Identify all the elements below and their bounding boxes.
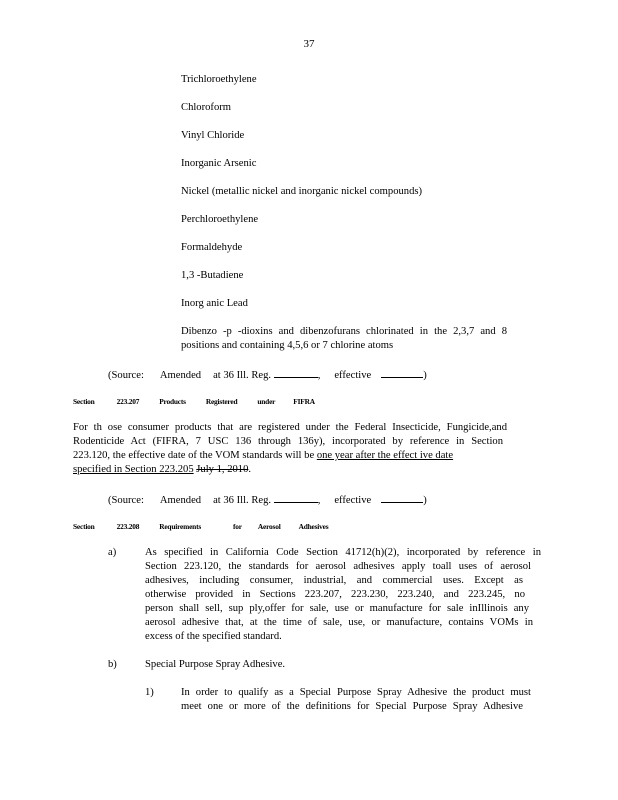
section-label: Section <box>73 522 95 531</box>
chemical-list-item: Inorg anic Lead <box>181 298 248 309</box>
source-comma: , <box>317 495 321 506</box>
section-title-word: Aerosol <box>257 522 281 531</box>
source-amended: Amended <box>159 495 202 506</box>
section-title-word: Adhesives <box>298 522 329 531</box>
chemical-list-item: Trichloroethylene <box>181 74 257 85</box>
source-effective: effective <box>334 495 372 506</box>
register-page-blank <box>274 491 318 503</box>
chemical-list-item: Inorganic Arsenic <box>181 158 257 169</box>
source-comma: , <box>317 370 321 381</box>
item-b-marker: b) <box>108 659 117 670</box>
section-207-line-3 <box>73 449 453 463</box>
section-title-word: Products <box>159 397 186 406</box>
section-207-line: 223.120, the effective date of the VOM standards will be <box>73 450 315 461</box>
item-a-line: person shall sell, sup ply,offer for sale, use or manufacture for sale inIllinois any <box>145 603 529 614</box>
item-b1-marker: 1) <box>145 687 154 698</box>
chemical-list-item: Formaldehyde <box>181 242 243 253</box>
section-number: 223.207 <box>116 397 140 406</box>
chemical-list-item: 1,3 -Butadiene <box>181 270 244 281</box>
item-b-title: Special Purpose Spray Adhesive. <box>145 659 286 670</box>
section-207-line: Rodenticide Act (FIFRA, 7 USC 136 through 136y), incorporated by reference in Section <box>73 436 503 447</box>
item-a-line: Section 223.120, the standards for aerosol adhesives apply toall uses of aerosol <box>145 561 531 572</box>
inserted-text: one year after the effect ive date <box>316 450 454 461</box>
item-a-line: aerosol adhesive that, at the time of sale, use, or manufacture, contains VOMs in <box>145 617 533 628</box>
line-end-period: . <box>248 464 252 475</box>
chemical-list-item: Perchloroethylene <box>181 214 259 225</box>
item-a-line: adhesives, including consumer, industrial, and commercial uses. Except as <box>145 575 523 586</box>
source-effective: effective <box>334 370 372 381</box>
item-a-line: As specified in California Code Section 41712(h)(2), incorporated by reference in <box>145 547 541 558</box>
deleted-text: July 1, 2010 <box>196 464 249 475</box>
effective-date-blank <box>381 366 423 378</box>
chemical-list-item: Vinyl Chloride <box>181 130 245 141</box>
register-page-blank <box>274 366 318 378</box>
section-label: Section <box>73 397 95 406</box>
section-number: 223.208 <box>116 522 140 531</box>
dioxin-line-2: positions and containing 4,5,6 or 7 chlorine atoms <box>181 340 394 351</box>
chemical-list-item: Nickel (metallic nickel and inorganic nickel compounds) <box>181 186 423 197</box>
chemical-list-item: Chloroform <box>181 102 232 113</box>
inserted-text: specified in Section 223.205 <box>73 464 194 475</box>
effective-date-blank <box>381 491 423 503</box>
item-b1-line: In order to qualify as a Special Purpose Spray Adhesive the product must <box>181 687 531 698</box>
section-title-word: FIFRA <box>293 397 315 406</box>
source-prefix: (Source: <box>108 495 144 506</box>
section-title-word: for <box>233 522 242 531</box>
source-close: ) <box>423 370 427 381</box>
source-note <box>108 491 427 508</box>
section-title-word: Requirements <box>159 522 202 531</box>
item-b1-line: meet one or more of the definitions for Special Purpose Spray Adhesive <box>181 701 523 712</box>
section-207-heading <box>73 395 315 409</box>
item-a-line: otherwise provided in Sections 223.207, 223.230, 223.240, and 223.245, no <box>145 589 525 600</box>
section-title-word: Registered <box>205 397 238 406</box>
source-close: ) <box>423 495 427 506</box>
source-reg: at 36 Ill. Reg. <box>213 495 272 506</box>
section-208-heading <box>73 520 328 534</box>
section-title-word: under <box>257 397 276 406</box>
source-amended: Amended <box>159 370 202 381</box>
section-207-line-4 <box>73 463 251 477</box>
source-reg: at 36 Ill. Reg. <box>213 370 272 381</box>
item-a-marker: a) <box>108 547 117 558</box>
source-note <box>108 366 427 383</box>
section-207-line: For th ose consumer products that are registered under the Federal Insecticide, Fungicide,and <box>73 422 507 433</box>
page-number: 37 <box>303 38 315 50</box>
source-prefix: (Source: <box>108 370 144 381</box>
item-a-line: excess of the specified standard. <box>145 631 282 642</box>
dioxin-line-1: Dibenzo -p -dioxins and dibenzofurans chlorinated in the 2,3,7 and 8 <box>181 326 507 337</box>
